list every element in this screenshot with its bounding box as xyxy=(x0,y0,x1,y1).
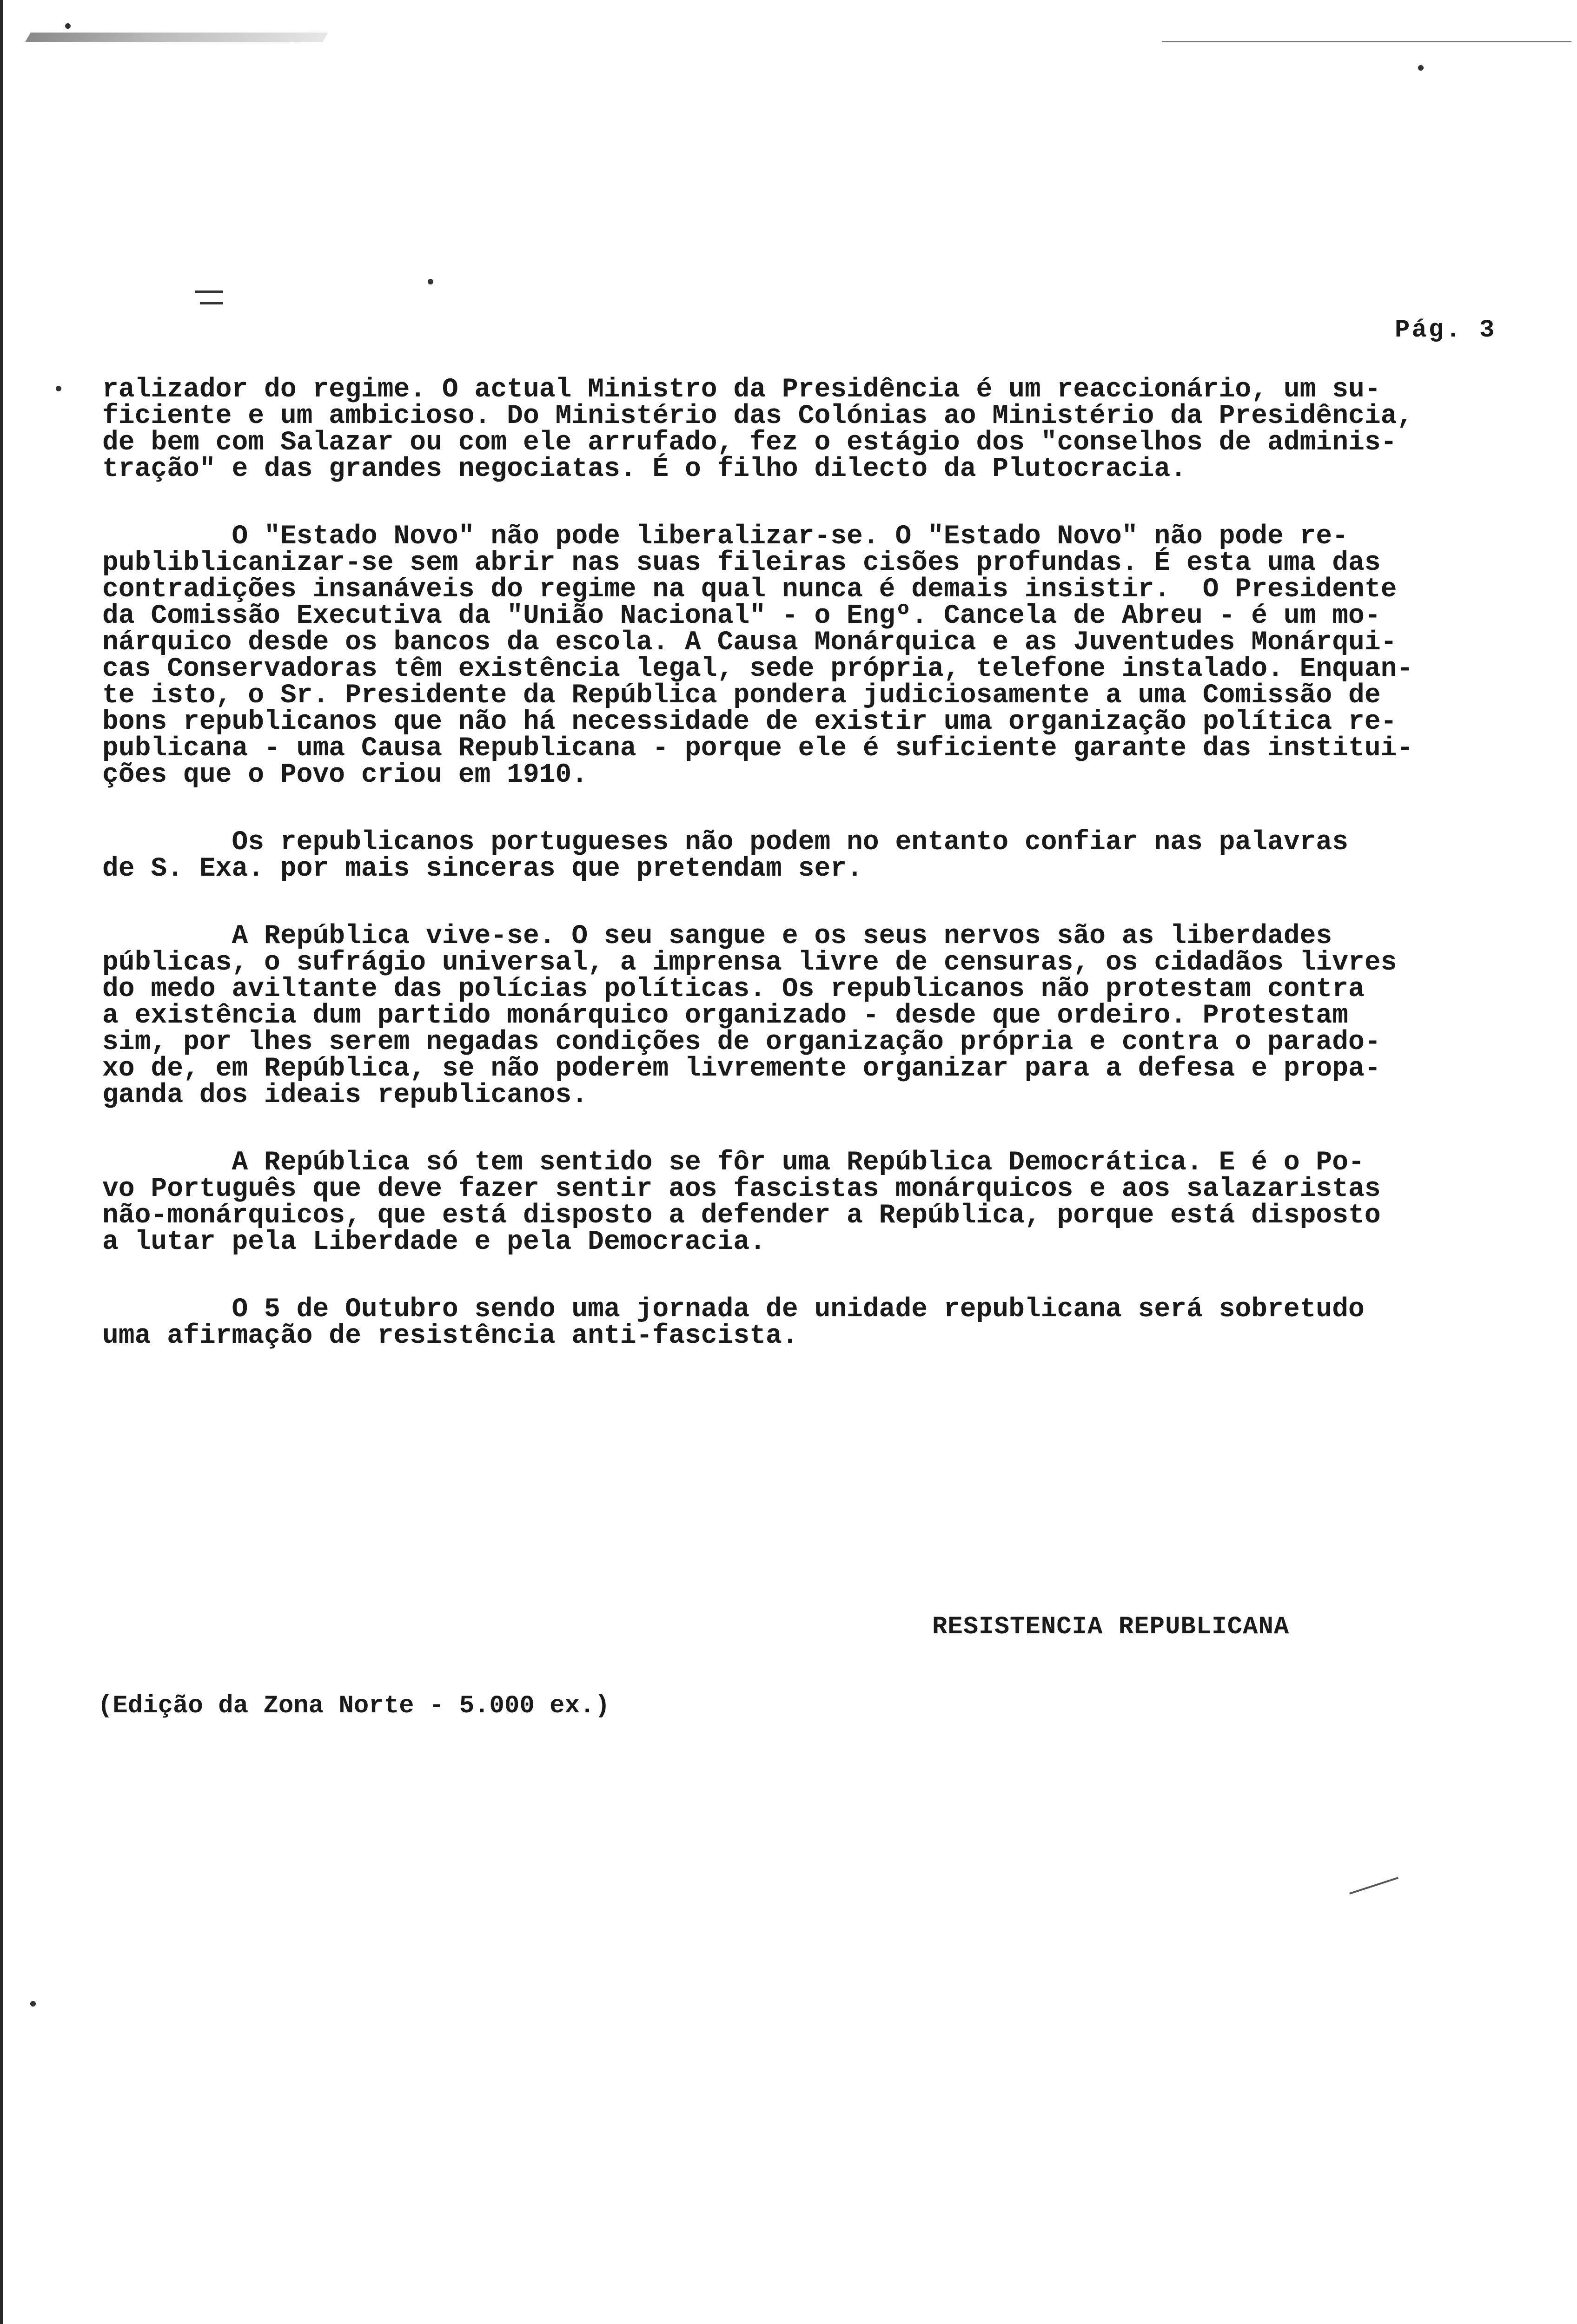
page-number: Pág. 3 xyxy=(1395,316,1497,344)
text-line: ralizador do regime. O actual Ministro da Presidência é um reaccionário, um su- xyxy=(102,375,1381,405)
scan-artifact xyxy=(25,33,328,42)
text-line: publiblicanizar-se sem abrir nas suas fileiras cisões profundas. É esta uma das xyxy=(102,548,1381,578)
text-line: contradições insanáveis do regime na qual nunca é demais insistir. O Presidente xyxy=(102,574,1397,605)
scan-speck xyxy=(65,23,71,29)
text-line: O 5 de Outubro sendo uma jornada de unidade republicana será sobretudo xyxy=(102,1294,1365,1325)
text-line: Os republicanos portugueses não podem no entanto confiar nas palavras xyxy=(102,827,1349,858)
text-line: bons republicanos que não há necessidade de existir uma organização política re- xyxy=(102,707,1397,737)
paragraph xyxy=(102,376,1562,482)
pen-mark xyxy=(1349,1877,1398,1895)
text-line: uma afirmação de resistência anti-fascista. xyxy=(102,1321,798,1351)
scan-artifact xyxy=(1162,41,1571,42)
text-line: não-monárquicos, que está disposto a defender a República, porque está disposto xyxy=(102,1201,1381,1231)
text-line: ganda dos ideais republicanos. xyxy=(102,1080,588,1110)
text-line: sim, por lhes serem negadas condições de organização própria e contra o parado- xyxy=(102,1027,1381,1057)
paragraph xyxy=(102,829,1562,882)
text-line: de bem com Salazar ou com ele arrufado, fez o estágio dos "conselhos de adminis- xyxy=(102,428,1397,458)
text-line: A República vive-se. O seu sangue e os seus nervos são as liberdades xyxy=(102,921,1332,951)
scan-edge xyxy=(0,0,3,2324)
text-line: xo de, em República, se não poderem livremente organizar para a defesa e propa- xyxy=(102,1054,1381,1084)
text-line: vo Português que deve fazer sentir aos fascistas monárquicos e aos salazaristas xyxy=(102,1174,1381,1204)
text-line: de S. Exa. por mais sinceras que pretendam ser. xyxy=(102,854,863,884)
text-line: A República só tem sentido se fôr uma República Democrática. E é o Po- xyxy=(102,1148,1365,1178)
scan-speck xyxy=(1418,65,1424,71)
scan-speck xyxy=(56,386,61,391)
paragraph xyxy=(102,1296,1562,1349)
text-line: a lutar pela Liberdade e pela Democracia. xyxy=(102,1227,766,1257)
scan-speck xyxy=(195,290,223,293)
scan-speck xyxy=(428,279,433,284)
text-line: da Comissão Executiva da "União Nacional" - o Engº. Cancela de Abreu - é um mo- xyxy=(102,601,1381,631)
edition-note: (Edição da Zona Norte - 5.000 ex.) xyxy=(98,1692,610,1720)
paragraph xyxy=(102,923,1562,1109)
signature: RESISTENCIA REPUBLICANA xyxy=(932,1613,1290,1641)
text-line: do medo aviltante das polícias políticas. Os republicanos não protestam contra xyxy=(102,974,1365,1004)
body-text xyxy=(102,376,1562,1390)
text-line: cas Conservadoras têm existência legal, sede própria, telefone instalado. Enquan- xyxy=(102,654,1413,684)
scan-speck xyxy=(30,2001,36,2007)
scan-speck xyxy=(200,302,223,304)
text-line: publicana - uma Causa Republicana - porque ele é suficiente garante das institui- xyxy=(102,733,1413,764)
paragraph xyxy=(102,1149,1562,1255)
text-line: ções que o Povo criou em 1910. xyxy=(102,760,588,790)
text-line: te isto, o Sr. Presidente da República pondera judiciosamente a uma Comissão de xyxy=(102,680,1381,711)
paragraph xyxy=(102,523,1562,788)
text-line: públicas, o sufrágio universal, a imprensa livre de censuras, os cidadãos livres xyxy=(102,948,1397,978)
text-line: ficiente e um ambicioso. Do Ministério das Colónias ao Ministério da Presidência, xyxy=(102,401,1413,431)
text-line: a existência dum partido monárquico organizado - desde que ordeiro. Protestam xyxy=(102,1001,1349,1031)
text-line: O "Estado Novo" não pode liberalizar-se. O "Estado Novo" não pode re- xyxy=(102,522,1349,552)
text-line: nárquico desde os bancos da escola. A Causa Monárquica e as Juventudes Monárqui- xyxy=(102,627,1397,658)
text-line: tração" e das grandes negociatas. É o filho dilecto da Plutocracia. xyxy=(102,454,1186,484)
